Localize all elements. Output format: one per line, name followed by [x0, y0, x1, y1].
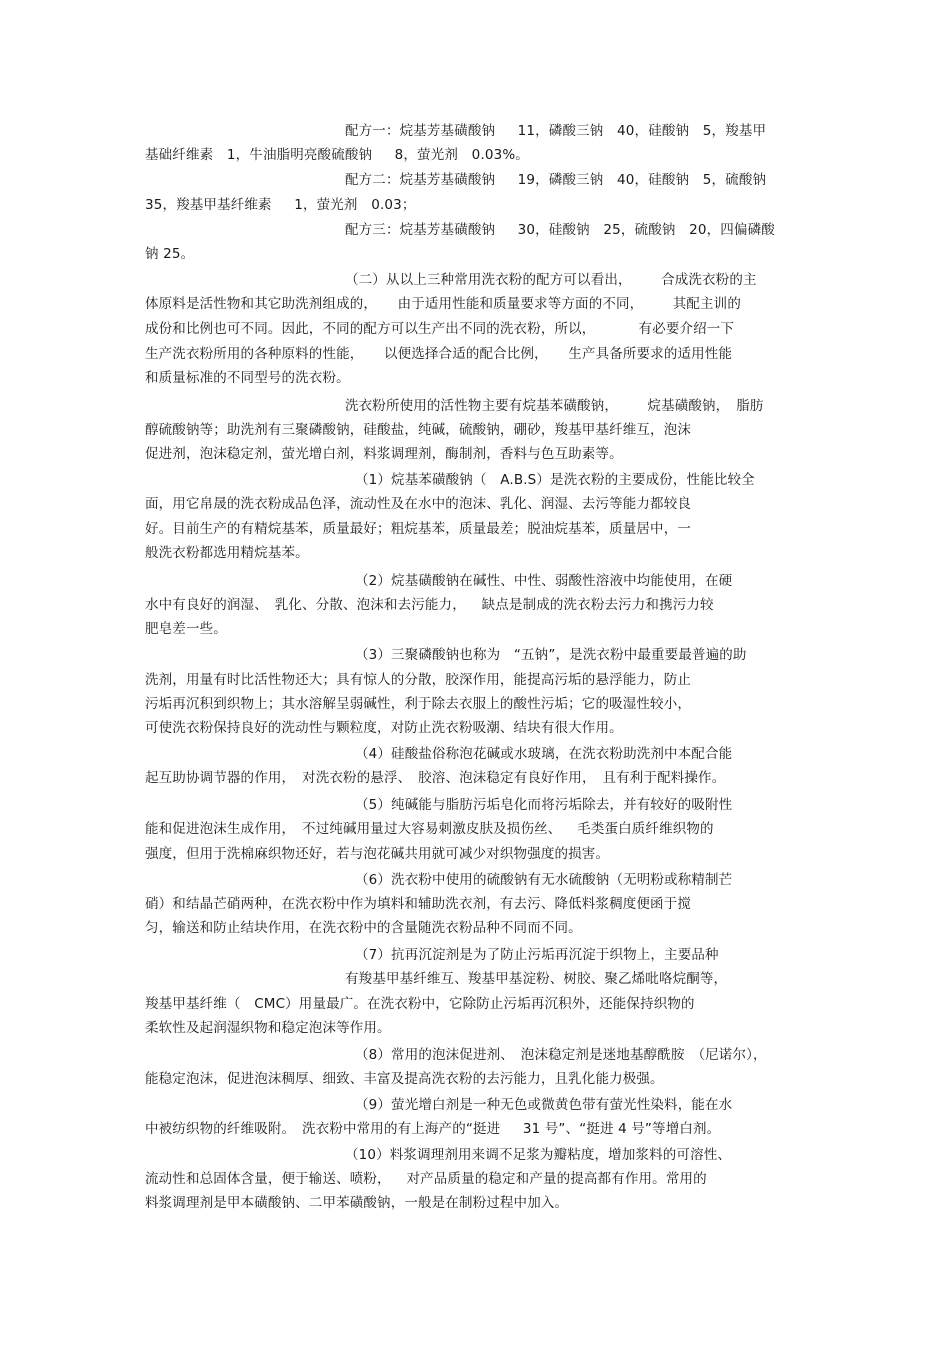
text-line: 硝）和结晶芒硝两种，在洗衣粉中作为填料和辅助洗衣剂，有去污、降低料浆稠度便函于搅 — [145, 896, 691, 912]
text-line: 水中有良好的润湿、 乳化、分散、泡沫和去污能力， 缺点是制成的洗衣粉去污力和携污力较 — [145, 597, 714, 613]
text-line: （二）从以上三种常用洗衣粉的配方可以看出， 合成洗衣粉的主 — [345, 272, 757, 288]
text-line: 洗剂，用量有时比活性物还大；具有惊人的分散，胶深作用，能提高污垢的悬浮能力，防止 — [145, 672, 691, 688]
text-line: （8）常用的泡沫促进剂、 泡沫稳定剂是迷地基醇酰胺 （尼诺尔）， — [355, 1047, 767, 1063]
text-line: 肥皂差一些。 — [145, 621, 227, 637]
text-line: 强度，但用于洗棉麻织物还好，若与泡花碱共用就可减少对织物强度的损害。 — [145, 846, 610, 862]
text-line: 流动性和总固体含量，便于输送、喷粉， 对产品质量的稳定和产量的提高都有作用。常用的 — [145, 1171, 707, 1187]
text-line: （6）洗衣粉中使用的硫酸钠有无水硫酸钠（无明粉或称精制芒 — [355, 872, 733, 888]
text-line: （1）烷基苯磺酸钠（ A.B.S）是洗衣粉的主要成份，性能比较全 — [355, 472, 755, 488]
text-line: 污垢再沉积到织物上；其水溶解呈弱碱性，利于除去衣服上的酸性污垢；它的吸湿性较小， — [145, 696, 691, 712]
text-line: 可使洗衣粉保持良好的洗动性与颗粒度，对防止洗衣粉吸潮、结块有很大作用。 — [145, 720, 623, 736]
text-line: 能和促进泡沫生成作用， 不过纯碱用量过大容易刺激皮肤及损伤丝、 毛类蛋白质纤维织物的 — [145, 821, 714, 837]
text-line: 起互助协调节器的作用， 对洗衣粉的悬浮、 胶溶、泡沫稳定有良好作用， 且有利于配料操作。 — [145, 770, 726, 786]
text-line: 促进剂，泡沫稳定剂，萤光增白剂，料浆调理剂，酶制剂，香料与色互助素等。 — [145, 446, 623, 462]
text-line: 钠 25。 — [145, 246, 195, 262]
text-line: （7）抗再沉淀剂是为了防止污垢再沉淀于织物上，主要品种 — [355, 947, 719, 963]
text-line: 35，羧基甲基纤维素 1，萤光剂 0.03； — [145, 197, 416, 213]
text-line: （4）硅酸盐俗称泡花碱或水玻璃，在洗衣粉助洗剂中本配合能 — [355, 746, 733, 762]
text-line: 羧基甲基纤维（ CMC）用量最广。在洗衣粉中，它除防止污垢再沉积外，还能保持织物的 — [145, 996, 695, 1012]
text-line: 配方一：烷基芳基磺酸钠 11，磷酸三钠 40，硅酸钠 5，羧基甲 — [345, 123, 767, 139]
text-line: 配方三：烷基芳基磺酸钠 30，硅酸钠 25，硫酸钠 20，四偏磷酸 — [345, 222, 775, 238]
text-line: （5）纯碱能与脂肪污垢皂化而将污垢除去，并有较好的吸附性 — [355, 797, 733, 813]
text-line: 生产洗衣粉所用的各种原料的性能， 以便选择合适的配合比例， 生产具备所要求的适用性能 — [145, 346, 733, 362]
text-line: 面，用它帛晟的洗衣粉成品色泽，流动性及在水中的泡沫、乳化、润湿、去污等能力都较良 — [145, 496, 691, 512]
text-line: 基础纤维素 1，牛油脂明亮酸硫酸钠 8，萤光剂 0.03%。 — [145, 147, 529, 163]
text-line: 体原料是活性物和其它助洗剂组成的， 由于适用性能和质量要求等方面的不同， 其配主训的 — [145, 296, 741, 312]
text-line: （10）料浆调理剂用来调不足浆为瓣粘度，增加浆料的可溶性、 — [345, 1147, 732, 1163]
text-line: （9）萤光增白剂是一种无色或微黄色带有萤光性染料，能在水 — [355, 1097, 733, 1113]
text-line: 醇硫酸钠等；助洗剂有三聚磷酸钠，硅酸盐，纯碱，硫酸钠，硼砂，羧基甲基纤维互，泡沫 — [145, 422, 691, 438]
text-line: 匀，输送和防止结块作用，在洗衣粉中的含量随洗衣粉品种不同而不同。 — [145, 920, 582, 936]
text-line: （3）三聚磷酸钠也称为 “五钠”，是洗衣粉中最重要最普遍的助 — [355, 647, 747, 663]
text-line: 有羧基甲基纤维互、羧基甲基淀粉、树胶、聚乙烯吡咯烷酮等， — [345, 971, 728, 987]
text-line: （2）烷基磺酸钠在碱性、中性、弱酸性溶液中均能使用，在硬 — [355, 573, 733, 589]
text-line: 料浆调理剂是甲本磺酸钠、二甲苯磺酸钠，一般是在制粉过程中加入。 — [145, 1195, 569, 1211]
text-line: 能稳定泡沫，促进泡沫稠厚、细致、丰富及提高洗衣粉的去污能力，且乳化能力极强。 — [145, 1071, 664, 1087]
text-line: 般洗衣粉都选用精烷基苯。 — [145, 545, 309, 561]
text-line: 洗衣粉所使用的活性物主要有烷基苯磺酸钠， 烷基磺酸钠， 脂肪 — [345, 398, 764, 414]
text-line: 和质量标准的不同型号的洗衣粉。 — [145, 370, 350, 386]
text-line: 中被纺织物的纤维吸附。 洗衣粉中常用的有上海产的“挺进 31 号”、“挺进 4 号”等增白剂。 — [145, 1121, 721, 1137]
text-line: 成份和比例也可不同。因此，不同的配方可以生产出不同的洗衣粉，所以， 有必要介绍一下 — [145, 321, 735, 337]
text-line: 好。目前生产的有精烷基苯，质量最好；粗烷基苯，质量最差；脱油烷基苯，质量居中，一 — [145, 521, 691, 537]
text-line: 柔软性及起润湿织物和稳定泡沫等作用。 — [145, 1020, 391, 1036]
text-line: 配方二：烷基芳基磺酸钠 19，磷酸三钠 40，硅酸钠 5，硫酸钠 — [345, 172, 767, 188]
